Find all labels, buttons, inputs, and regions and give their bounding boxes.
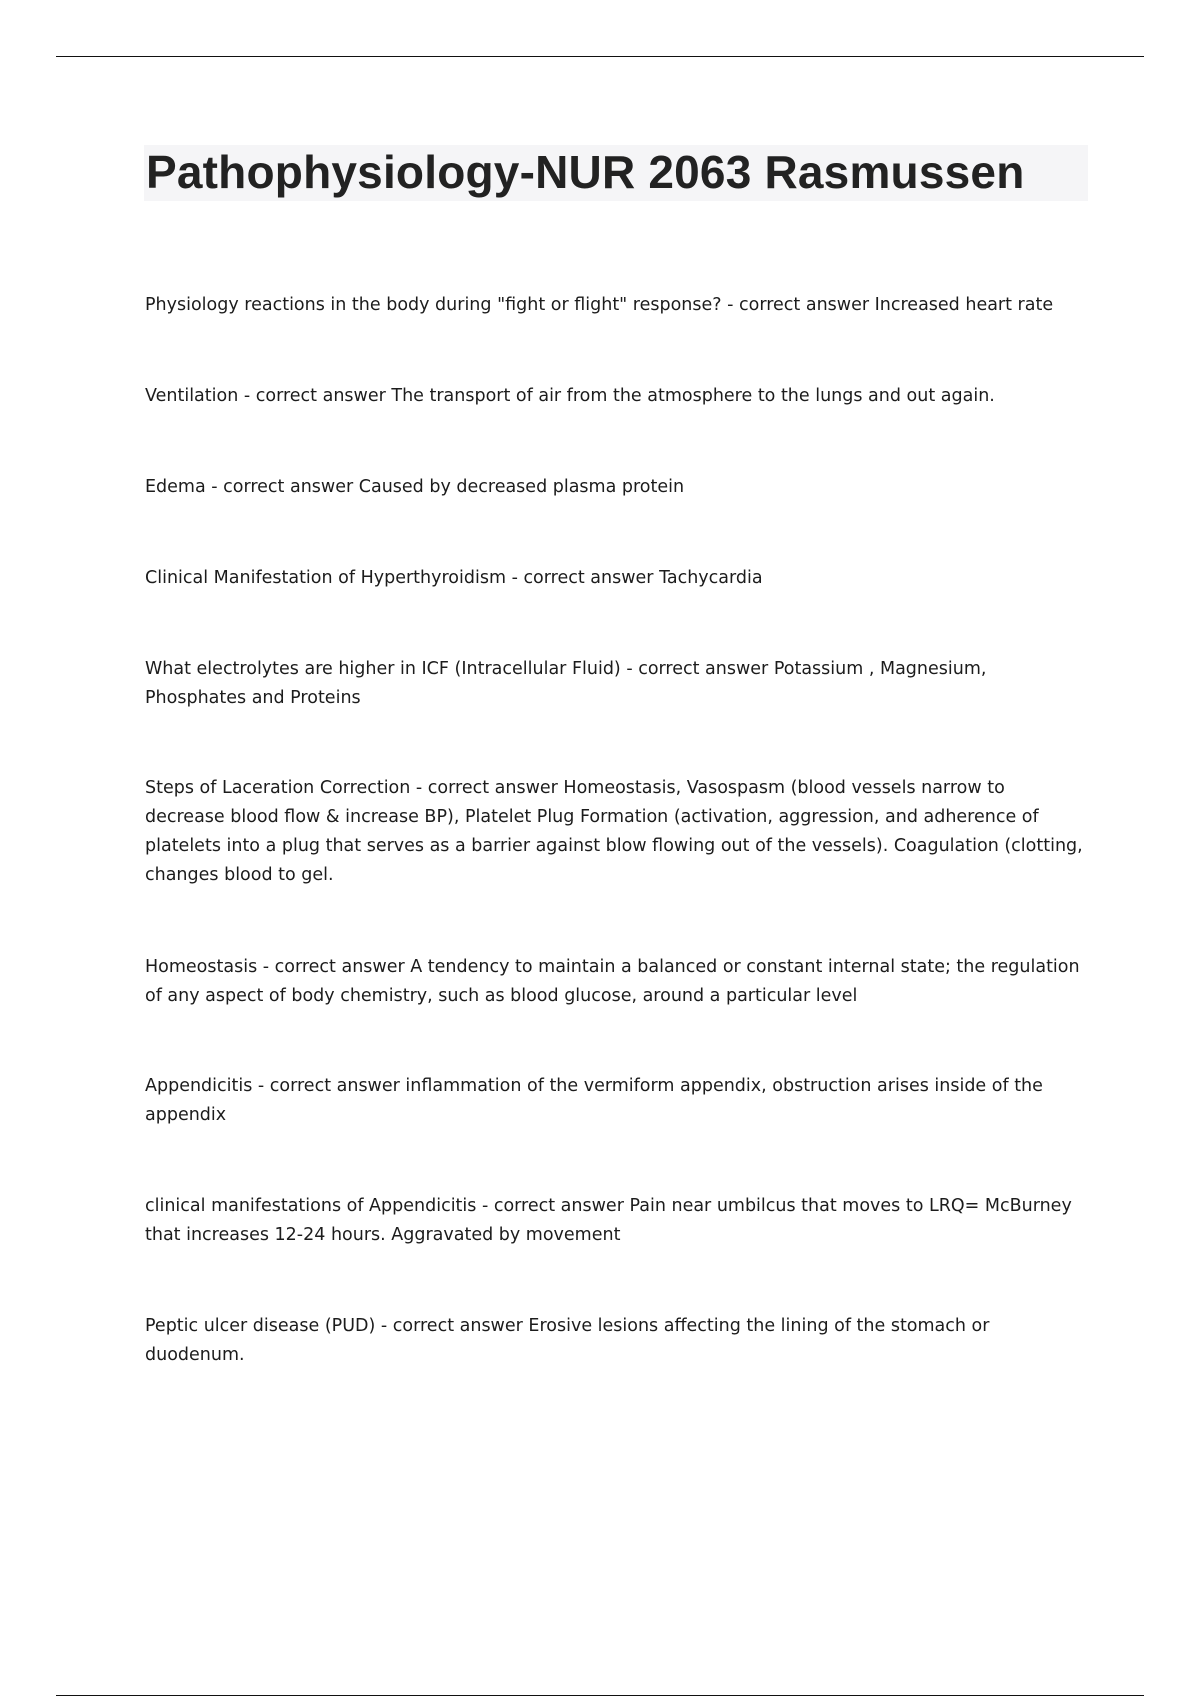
qa-answer: Potassium , Magnesium, Phosphates and Proteins: [145, 659, 987, 708]
qa-entry: [145, 953, 1085, 1011]
qa-separator: - correct answer: [257, 957, 411, 977]
qa-entry: [145, 473, 1085, 502]
header-rule: [56, 56, 1144, 57]
qa-term: Appendicitis: [145, 1076, 253, 1096]
qa-entry: [145, 774, 1085, 890]
qa-separator: - correct answer: [375, 1316, 529, 1336]
qa-answer: A tendency to maintain a balanced or constant internal state; the regulation of any aspect of body chemistry, such as blood glucose, around a particular level: [145, 957, 1080, 1006]
qa-answer: inflammation of the vermiform appendix, obstruction arises inside of the appendix: [145, 1076, 1043, 1125]
qa-answer: Increased heart rate: [874, 295, 1054, 315]
qa-answer: Caused by decreased plasma protein: [358, 477, 685, 497]
qa-entry: [145, 564, 1085, 593]
qa-separator: - correct answer: [620, 659, 774, 679]
qa-term: Peptic ulcer disease (PUD): [145, 1316, 376, 1336]
qa-answer: The transport of air from the atmosphere to the lungs and out again.: [391, 386, 995, 406]
qa-entry: [145, 655, 1085, 713]
qa-entry: [145, 1192, 1085, 1250]
qa-separator: - correct answer: [721, 295, 875, 315]
title-banner: [144, 145, 1088, 201]
qa-term: What electrolytes are higher in ICF (Intracellular Fluid): [145, 659, 621, 679]
qa-term: Edema: [145, 477, 206, 497]
qa-separator: - correct answer: [410, 778, 564, 798]
qa-answer: Homeostasis, Vasospasm (blood vessels narrow to decrease blood flow & increase BP), Platelet Plug Formation (activation, aggression, and adherence of platelets into a plug that serves as a barrier against blow flowing out of the vessels). Coagulation (clotting, changes blood to gel.: [145, 778, 1083, 885]
qa-answer: Pain near umbilcus that moves to LRQ= McBurney that increases 12-24 hours. Aggravated by movement: [145, 1196, 1072, 1245]
qa-separator: - correct answer: [476, 1196, 630, 1216]
qa-separator: - correct answer: [252, 1076, 406, 1096]
qa-answer: Tachycardia: [659, 568, 763, 588]
qa-entry: [145, 1072, 1085, 1130]
qa-term: Steps of Laceration Correction: [145, 778, 411, 798]
qa-separator: - correct answer: [506, 568, 660, 588]
qa-separator: - correct answer: [238, 386, 392, 406]
qa-term: Homeostasis: [145, 957, 258, 977]
qa-term: Ventilation: [145, 386, 239, 406]
qa-term: clinical manifestations of Appendicitis: [145, 1196, 477, 1216]
qa-term: Clinical Manifestation of Hyperthyroidism: [145, 568, 506, 588]
qa-entry: [145, 1312, 1085, 1370]
qa-separator: - correct answer: [205, 477, 359, 497]
footer-rule: [56, 1695, 1144, 1696]
qa-entry: [145, 382, 1085, 411]
qa-entry: [145, 291, 1085, 320]
page-title: Pathophysiology-NUR 2063 Rasmussen: [146, 146, 1025, 198]
qa-answer: Erosive lesions affecting the lining of the stomach or duodenum.: [145, 1316, 990, 1365]
qa-term: Physiology reactions in the body during "fight or flight" response?: [145, 295, 722, 315]
